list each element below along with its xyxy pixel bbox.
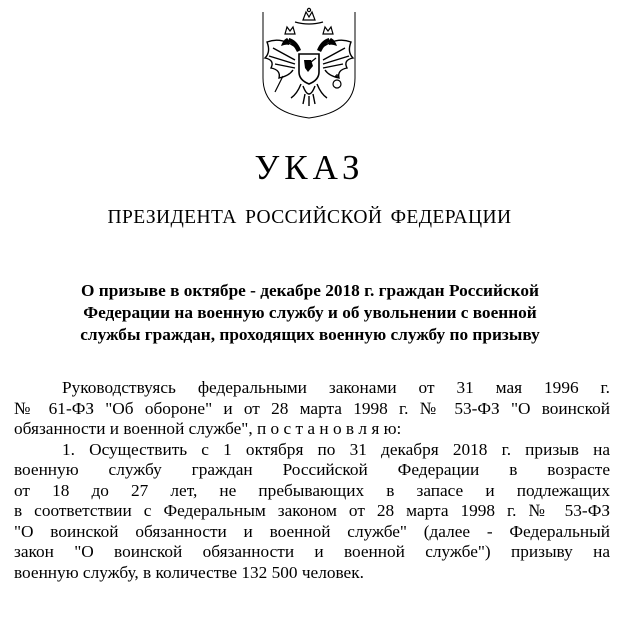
heading-line: О призыве в октябре - декабре 2018 г. граждан Российской <box>81 281 539 300</box>
document-title: УКАЗ <box>254 148 365 187</box>
body-line: Руководствуясь федеральными законами от 31 мая 1996 г. <box>62 378 610 397</box>
body-line: от 18 до 27 лет, не пребывающих в запасе и подлежащих <box>14 480 610 500</box>
body-line: военную службу, в количестве 132 500 человек. <box>14 562 364 582</box>
body-line: военную службу граждан Российской Федерации в возрасте <box>14 460 610 479</box>
body-line: 1. Осуществить с 1 октября по 31 декабря 2018 г. призыв на <box>62 439 610 459</box>
heading-line: Федерации на военную службу и об увольнении с военной <box>83 303 537 322</box>
body-line: закон "О воинской обязанности и военной службе") призыву на <box>14 542 610 561</box>
body-line: № 61-ФЗ "Об обороне" и от 28 марта 1998 г. № 53-ФЗ "О воинской <box>14 398 610 418</box>
body-line: в соответствии с Федеральным законом от 28 марта 1998 г. № 53-ФЗ <box>14 501 610 520</box>
decree-heading <box>30 280 590 346</box>
russian-coat-of-arms-icon <box>253 6 365 120</box>
heading-line: службы граждан, проходящих военную службу по призыву <box>80 325 540 344</box>
body-line: обязанности и военной службе", п о с т а н о в л я ю: <box>14 419 402 438</box>
decree-body <box>14 378 610 583</box>
body-line: "О воинской обязанности и военной службе" (далее - Федеральный <box>14 521 610 541</box>
document-subtitle: ПРЕЗИДЕНТА РОССИЙСКОЙ ФЕДЕРАЦИИ <box>107 207 512 228</box>
